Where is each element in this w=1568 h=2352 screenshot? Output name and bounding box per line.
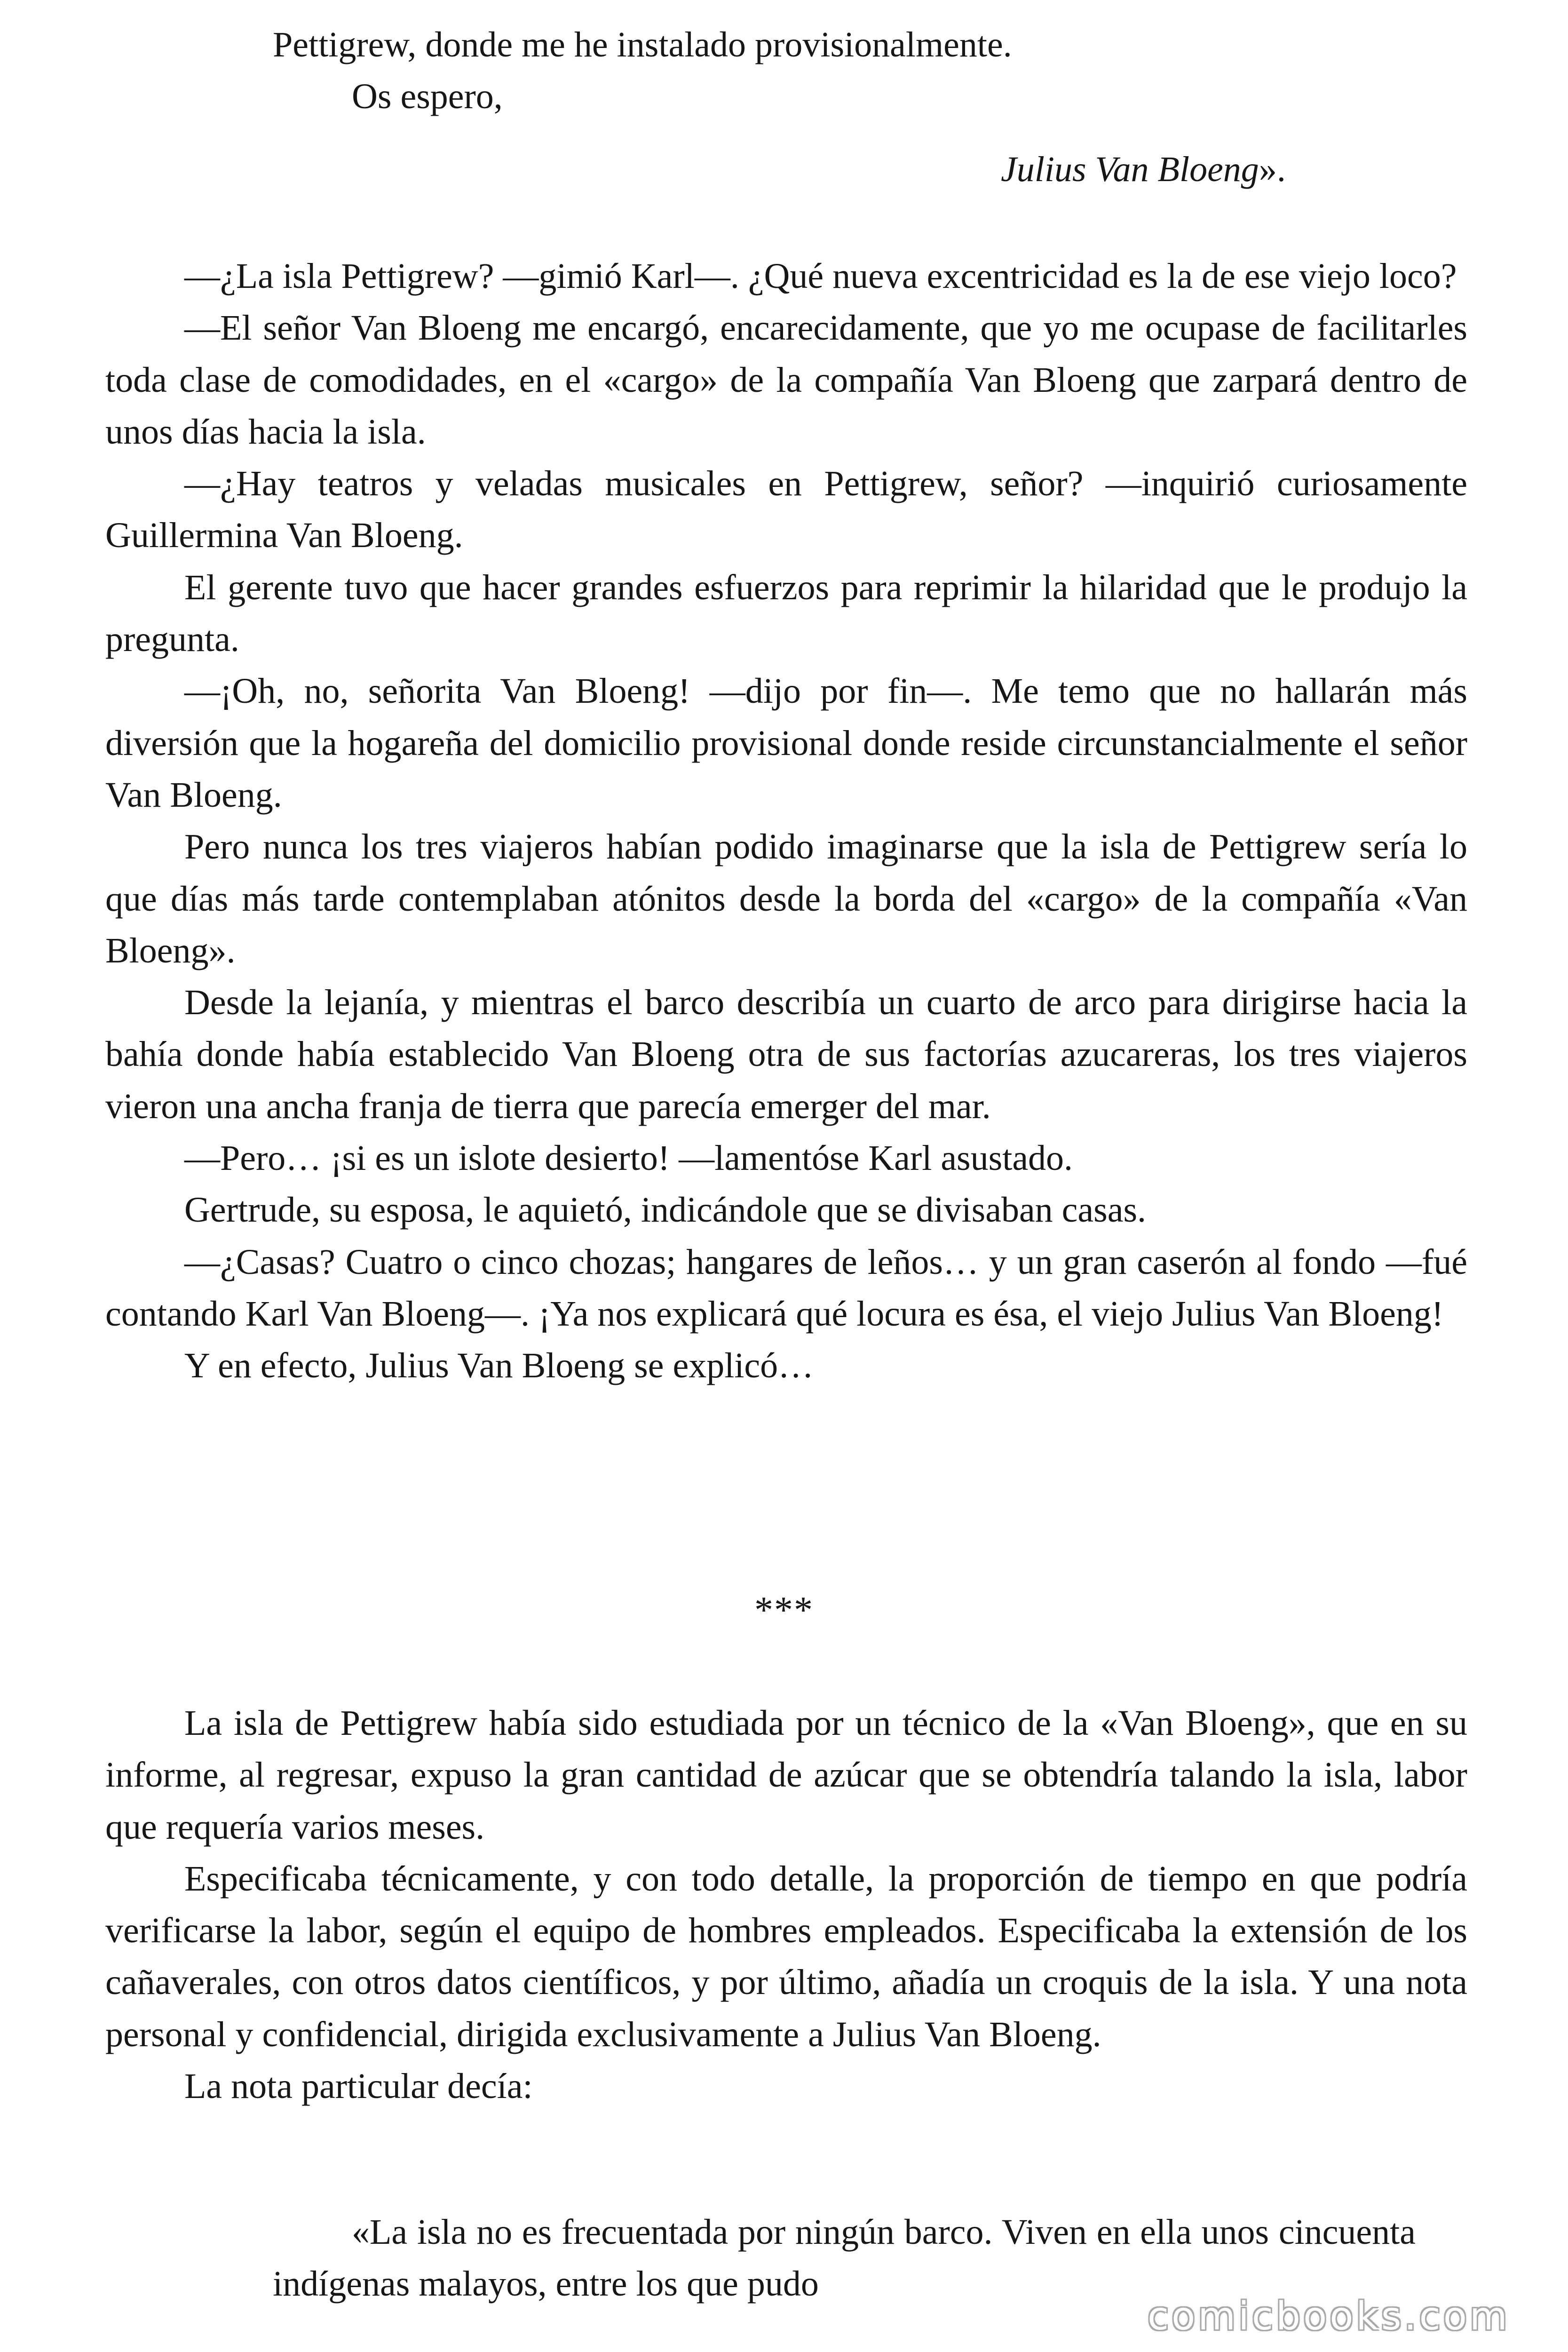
paragraph: —¡Oh, no, señorita Van Bloeng! —dijo por fin—. Me temo que no hallarán más diversión que la hogareña del domicilio provisional donde reside circunstancialmente el señor Van Bloeng. [105,671,1467,815]
letter-line: Pettigrew, donde me he instalado provisionalmente. [273,25,1012,64]
letter-signature [1001,143,1286,195]
paragraph: La nota particular decía: [184,2066,533,2106]
letter-continuation [273,19,1416,122]
paragraph: El gerente tuvo que hacer grandes esfuerzos para reprimir la hilaridad que le produjo la pregunta. [105,567,1467,660]
paragraph: Especificaba técnicamente, y con todo detalle, la proporción de tiempo en que podría verificarse la labor, según el equipo de hombres empleados. Especificaba la extensión de los cañaverales, con otros datos científicos, y por último, añadía un croquis de la isla. Y una nota personal y confidencial, dirigida exclusivamente a Julius Van Bloeng. [105,1859,1467,2054]
signature-name: Julius Van Bloeng [1001,150,1259,189]
watermark-logo: comicbooks.com [1148,2294,1510,2339]
signature-closing: ». [1259,150,1286,189]
section-separator: *** [754,1589,814,1631]
letter-line: Os espero, [352,77,503,116]
paragraph: —¿La isla Pettigrew? —gimió Karl—. ¿Qué nueva excentricidad es la de ese viejo loco? [184,256,1457,296]
paragraph: Desde la lejanía, y mientras el barco describía un cuarto de arco para dirigirse hacia la bahía donde había establecido Van Bloeng otra de sus factorías azucareras, los tres viajeros vieron una ancha franja de tierra que parecía emerger del mar. [105,983,1467,1126]
narrative-block-1 [105,250,1467,1392]
paragraph: —El señor Van Bloeng me encargó, encarecidamente, que yo me ocupase de facilitarles toda clase de comodidades, en el «cargo» de la compañía Van Bloeng que zarpará dentro de unos días hacia la isla. [105,308,1467,452]
paragraph: —Pero… ¡si es un islote desierto! —lamentóse Karl asustado. [184,1138,1073,1178]
paragraph: —¿Casas? Cuatro o cinco chozas; hangares de leños… y un gran caserón al fondo —fué contando Karl Van Bloeng—. ¡Ya nos explicará qué locura es ésa, el viejo Julius Van Bloeng! [105,1242,1467,1334]
paragraph: —¿Hay teatros y veladas musicales en Pettigrew, señor? —inquirió curiosamente Guillermina Van Bloeng. [105,464,1467,556]
paragraph: La isla de Pettigrew había sido estudiada por un técnico de la «Van Bloeng», que en su informe, al regresar, expuso la gran cantidad de azúcar que se obtendría talando la isla, labor que requería varios meses. [105,1703,1467,1847]
paragraph: Gertrude, su esposa, le aquietó, indicándole que se divisaban casas. [184,1190,1147,1230]
paragraph: Y en efecto, Julius Van Bloeng se explicó… [184,1346,814,1386]
quote-text: «La isla no es frecuentada por ningún barco. Viven en ella unos cincuenta indígenas malayos, entre los que pudo [273,2212,1416,2304]
narrative-block-2 [105,1697,1467,2112]
paragraph: Pero nunca los tres viajeros habían podido imaginarse que la isla de Pettigrew sería lo que días más tarde contemplaban atónitos desde la borda del «cargo» de la compañía «Van Bloeng». [105,827,1467,970]
